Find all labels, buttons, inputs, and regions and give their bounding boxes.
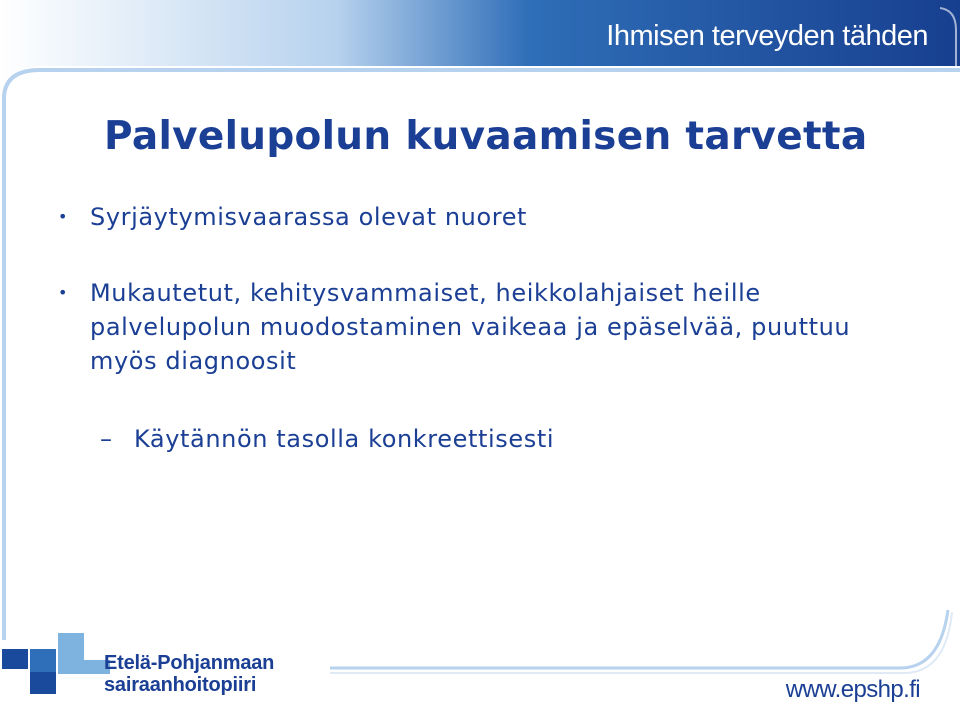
bullet-item [58,200,918,234]
frame-bottom-right [330,610,948,668]
header-tagline: Ihmisen terveyden tähden [606,20,928,52]
bullet-item [58,276,918,378]
footer-url: www.epshp.fi [785,676,920,703]
sub-bullet-text: Käytännön tasolla konkreettisesti [134,425,555,453]
logo-text-line2: sairaanhoitopiiri [104,674,257,696]
logo-text-line1: Etelä-Pohjanmaan [104,652,275,674]
sub-bullet-item [58,422,918,456]
slide-title: Palvelupolun kuvaamisen tarvetta [104,114,868,159]
bullet-list [58,200,918,456]
bullet-marker: • [58,207,69,226]
frame-bottom-right-inner [330,612,952,673]
bullet-text: Mukautetut, kehitysvammaiset, heikkolahjaiset heille palvelupolun muodostaminen vaikeaa ja epäselvää, puuttuu myös diagnoosit [90,279,851,375]
hospital-cross-logo-icon [2,633,110,694]
bullet-marker: • [58,283,69,302]
bullet-text: Syrjäytymisvaarassa olevat nuoret [90,203,528,231]
sub-bullet-marker: – [100,425,113,453]
